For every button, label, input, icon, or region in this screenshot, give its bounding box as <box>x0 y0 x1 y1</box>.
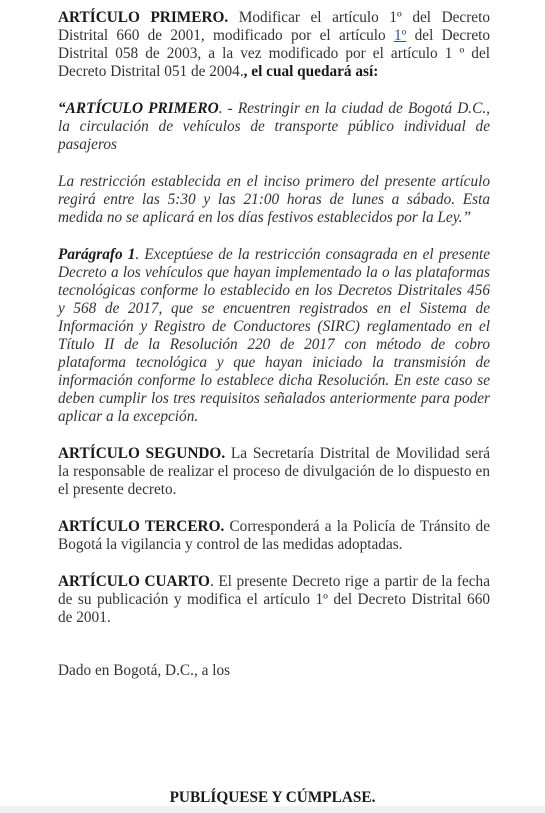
articulo-cuarto-text: . El presente Decreto rige a partir de la fecha de su publicación y modifica el artículo 1º del Decreto Distrital 660 de 2001. <box>58 573 490 626</box>
articulo-cuarto <box>58 573 490 627</box>
articulo-primero-text-c: , el cual quedará así: <box>243 63 379 80</box>
articulo-segundo-text: La Secretaría Distrital de Movilidad será la responsable de realizar el proceso de divulgación de lo dispuesto en el presente decreto. <box>58 445 490 498</box>
articulo-tercero <box>58 518 490 554</box>
document-body <box>58 9 490 680</box>
articulo-tercero-label: ARTÍCULO TERCERO. <box>58 518 225 535</box>
quoted-articulo-label: ARTÍCULO PRIMERO <box>65 100 219 117</box>
paragrafo-1-text: . Exceptúese de la restricción consagrada en el presente Decreto a los vehículos que hayan implementado la o las plataformas tecnológicas conforme lo establecido en los Decretos Distritales 456 y 568 de 2017, que se encuentren registrados en el Sistema de Información y Registro de Conductores (SIRC) reglamentado en el Título II de la Resolución 220 de 2017 con método de cobro plataforma tecnológica y que hayan iniciado la transmisión de información conforme lo establece dicha Resolución. En este caso se deben cumplir los tres requisitos señalados anteriormente para poder aplicar a la excepción. <box>58 246 491 425</box>
publiquese-y-cumplase: PUBLÍQUESE Y CÚMPLASE. <box>169 789 376 806</box>
articulo-cuarto-label: ARTÍCULO CUARTO <box>58 573 210 590</box>
articulo-primero-label: ARTÍCULO PRIMERO. <box>58 9 229 26</box>
page-bottom-band <box>0 806 545 813</box>
articulo-segundo <box>58 445 490 499</box>
articulo-primero-text-a: Modificar el artículo 1º del Decreto Distrital 660 de 2001, modificado por el artículo <box>58 9 490 44</box>
dado-en-bogota: Dado en Bogotá, D.C., a los <box>58 662 231 679</box>
articulo-segundo-label: ARTÍCULO SEGUNDO. <box>58 445 226 462</box>
articulo-primero-text-b: del Decreto Distrital 058 de 2003, a la vez modificado por el artículo 1 º del Decreto Distrital 051 de 2004. <box>58 27 491 80</box>
quoted-articulo-text: . - Restringir en la ciudad de Bogotá D.C., la circulación de vehículos de transporte público individual de pasajeros <box>58 100 490 153</box>
paragrafo-1 <box>58 246 490 426</box>
quoted-restriction-hours: La restricción establecida en el inciso primero del presente artículo regirá entre las 5:30 y las 21:00 horas de lunes a sábado. Esta medida no se aplicará en los días festivos establecidos por la Ley.” <box>58 173 490 226</box>
quoted-articulo-primero <box>58 100 490 154</box>
articulo-tercero-text: Corresponderá a la Policía de Tránsito de Bogotá la vigilancia y control de las medidas adoptadas. <box>58 518 490 553</box>
paragrafo-1-label: Parágrafo 1 <box>58 246 136 263</box>
articulo-1-link[interactable]: 1º <box>393 27 407 44</box>
articulo-primero <box>58 9 490 81</box>
quote-open-mark: “ <box>58 100 66 117</box>
